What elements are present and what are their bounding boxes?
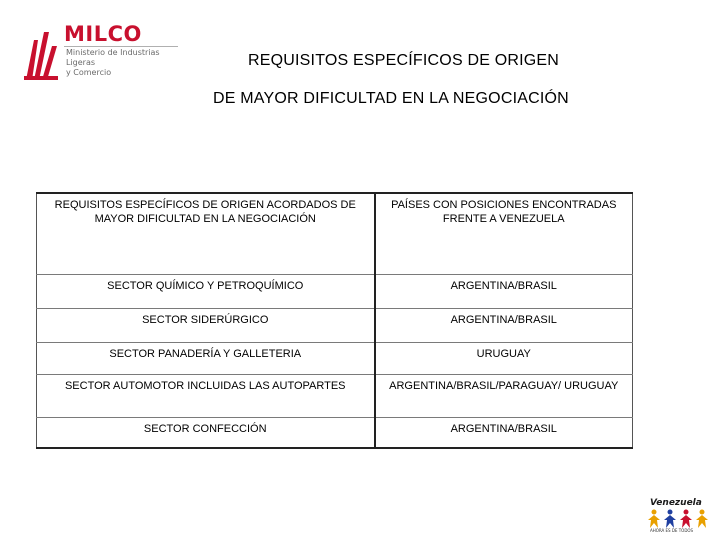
sector-cell: SECTOR AUTOMOTOR INCLUIDAS LAS AUTOPARTES xyxy=(37,375,375,418)
countries-cell: URUGUAY xyxy=(375,343,633,375)
badge-subtitle: AHORA ES DE TODOS xyxy=(650,528,694,533)
sector-cell: SECTOR CONFECCIÓN xyxy=(37,418,375,449)
page-title-line1: REQUISITOS ESPECÍFICOS DE ORIGEN xyxy=(248,52,560,69)
table-header-row xyxy=(37,193,633,275)
logo-brand: MILCO xyxy=(64,22,142,46)
countries-cell: ARGENTINA/BRASIL xyxy=(375,418,633,449)
page-title-line2: DE MAYOR DIFICULTAD EN LA NEGOCIACIÓN xyxy=(213,90,569,107)
milco-logo xyxy=(24,22,184,82)
countries-cell: ARGENTINA/BRASIL/PARAGUAY/ URUGUAY xyxy=(375,375,633,418)
table-row xyxy=(37,275,633,309)
logo-divider xyxy=(64,46,178,47)
venezuela-badge xyxy=(644,498,712,536)
table-row xyxy=(37,418,633,449)
table-row xyxy=(37,309,633,343)
milco-emblem-icon xyxy=(24,26,64,82)
countries-cell: ARGENTINA/BRASIL xyxy=(375,309,633,343)
sector-cell: SECTOR QUÍMICO Y PETROQUÍMICO xyxy=(37,275,375,309)
table-row xyxy=(37,343,633,375)
sector-cell: SECTOR PANADERÍA Y GALLETERIA xyxy=(37,343,375,375)
logo-subtitle-line2: y Comercio xyxy=(66,68,112,77)
requirements-table xyxy=(36,192,633,449)
sector-cell: SECTOR SIDERÚRGICO xyxy=(37,309,375,343)
table-header-col2: PAÍSES CON POSICIONES ENCONTRADAS FRENTE A VENEZUELA xyxy=(375,193,633,275)
logo-subtitle xyxy=(66,48,186,78)
table-row xyxy=(37,375,633,418)
figures-icon xyxy=(646,508,710,530)
countries-cell: ARGENTINA/BRASIL xyxy=(375,275,633,309)
badge-title: Venezuela xyxy=(650,498,702,508)
logo-subtitle-line1: Ministerio de Industrias Ligeras xyxy=(66,48,160,67)
table-header-col1: REQUISITOS ESPECÍFICOS DE ORIGEN ACORDADOS DE MAYOR DIFICULTAD EN LA NEGOCIACIÓN xyxy=(37,193,375,275)
